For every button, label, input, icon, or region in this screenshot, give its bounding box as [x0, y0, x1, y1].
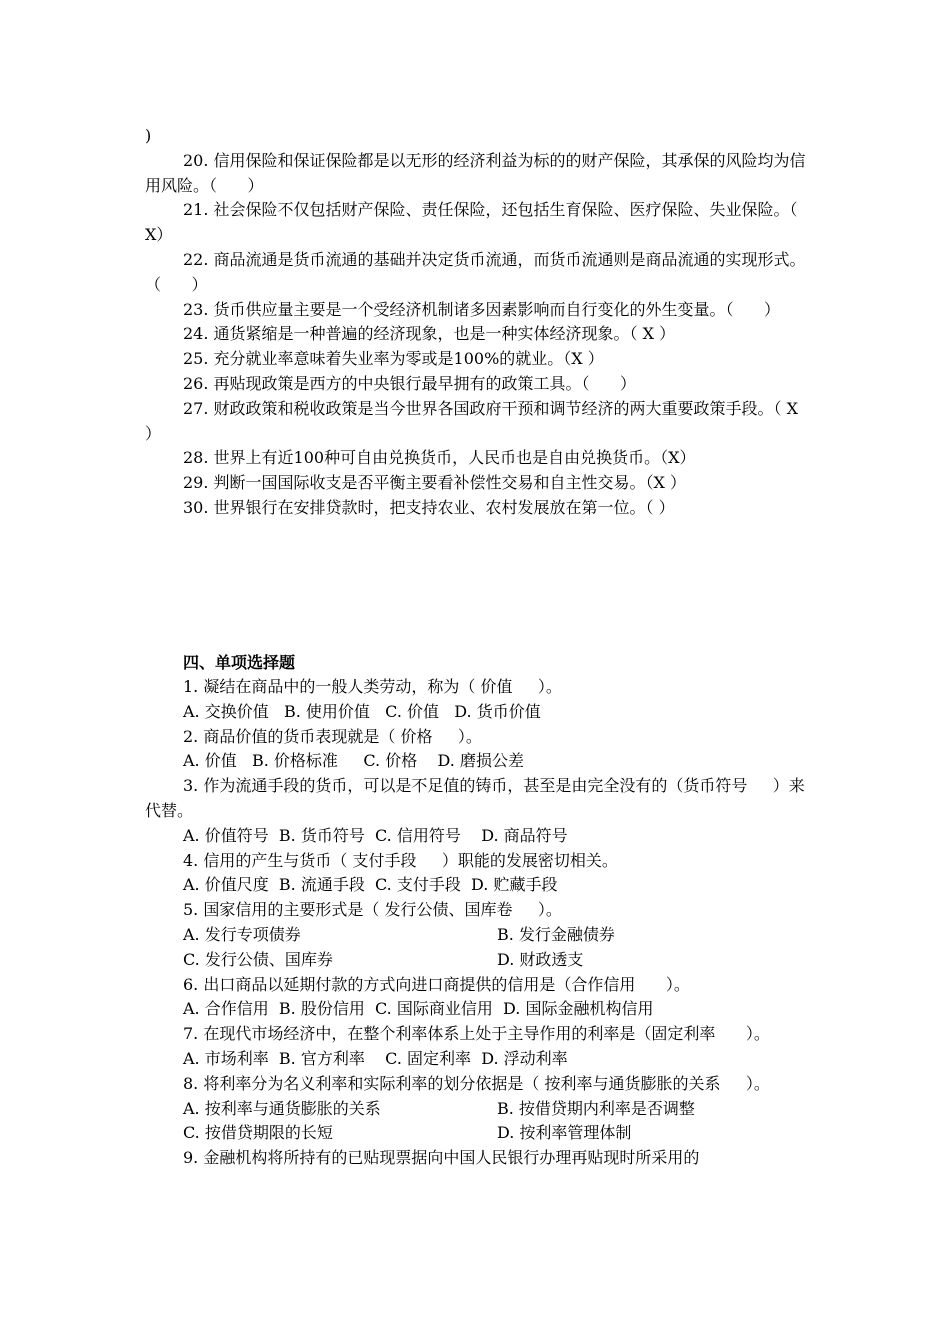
- question-7-options: A. 市场利率 B. 官方利率 C. 固定利率 D. 浮动利率: [183, 1048, 568, 1068]
- question-2: 2. 商品价值的货币表现就是（ 价格 ）。: [183, 726, 482, 746]
- tf-item-23: 23. 货币供应量主要是一个受经济机制诸多因素影响而自行变化的外生变量。（ ）: [183, 299, 781, 319]
- true-false-section: [145, 124, 810, 521]
- question-5: 5. 国家信用的主要形式是（ 发行公债、国库卷 ）。: [183, 900, 562, 920]
- question-2-options: A. 价值 B. 价格标准 C. 价格 D. 磨损公差: [183, 751, 524, 771]
- multiple-choice-section: [145, 675, 810, 1171]
- question-8-options-row-2: [145, 1121, 810, 1146]
- tf-item-22: 22. 商品流通是货币流通的基础并决定货币流通，而货币流通则是商品流通的实现形式。（ ）: [145, 249, 806, 294]
- option-c: C. 发行公债、国库券: [183, 949, 333, 969]
- question-5-options-row-2: [145, 948, 810, 973]
- question-4-options: A. 价值尺度 B. 流通手段 C. 支付手段 D. 贮藏手段: [183, 875, 558, 895]
- question-7: 7. 在现代市场经济中，在整个利率体系上处于主导作用的利率是（固定利率 ）。: [183, 1024, 770, 1044]
- option-d: D. 财政透支: [497, 949, 584, 969]
- tf-item-24: 24. 通货紧缩是一种普遍的经济现象，也是一种实体经济现象。（ X ）: [183, 324, 676, 344]
- question-6: 6. 出口商品以延期付款的方式向进口商提供的信用是（合作信用 ）。: [183, 974, 690, 994]
- question-8: 8. 将利率分为名义利率和实际利率的划分依据是（ 按利率与通货膨胀的关系 ）。: [183, 1073, 770, 1093]
- continuation-text: ): [145, 126, 152, 145]
- question-9: 9. 金融机构将所持有的已贴现票据向中国人民银行办理再贴现时所采用的: [183, 1148, 700, 1168]
- question-1: 1. 凝结在商品中的一般人类劳动，称为（ 价值 ）。: [183, 677, 562, 696]
- option-a: A. 按利率与通货膨胀的关系: [183, 1098, 381, 1118]
- tf-item-30: 30. 世界银行在安排贷款时，把支持农业、农村发展放在第一位。（ ）: [183, 497, 675, 517]
- option-b: B. 发行金融债券: [497, 924, 615, 944]
- question-3-options: A. 价值符号 B. 货币符号 C. 信用符号 D. 商品符号: [183, 825, 568, 845]
- question-8-options-row-1: [145, 1097, 810, 1122]
- tf-item-20: 20. 信用保险和保证保险都是以无形的经济利益为标的的财产保险，其承保的风险均为信用风险。（ ）: [145, 150, 806, 195]
- tf-item-28: 28. 世界上有近100种可自由兑换货币，人民币也是自由兑换货币。（X）: [183, 448, 696, 468]
- question-4: 4. 信用的产生与货币（ 支付手段 ）职能的发展密切相关。: [183, 850, 618, 870]
- tf-item-21: 21. 社会保险不仅包括财产保险、责任保险，还包括生育保险、医疗保险、失业保险。（ X）: [145, 200, 803, 245]
- section-heading: 四、单项选择题: [183, 653, 296, 672]
- question-1-options: A. 交换价值 B. 使用价值 C. 价值 D. 货币价值: [183, 701, 541, 721]
- question-3: 3. 作为流通手段的货币，可以是不足值的铸币，甚至是由完全没有的（货币符号 ）来代替。: [145, 776, 805, 820]
- option-b: B. 按借贷期内利率是否调整: [497, 1098, 695, 1118]
- question-5-options-row-1: [145, 923, 810, 948]
- tf-item-26: 26. 再贴现政策是西方的中央银行最早拥有的政策工具。（ ）: [183, 373, 637, 393]
- tf-item-29: 29. 判断一国国际收支是否平衡主要看补偿性交易和自主性交易。（X ）: [183, 473, 687, 493]
- question-6-options: A. 合作信用 B. 股份信用 C. 国际商业信用 D. 国际金融机构信用: [183, 999, 654, 1019]
- tf-item-25: 25. 充分就业率意味着失业率为零或是100%的就业。（X ）: [183, 349, 604, 369]
- option-d: D. 按利率管理体制: [497, 1123, 632, 1143]
- option-a: A. 发行专项债券: [183, 924, 301, 944]
- tf-item-27: 27. 财政政策和税收政策是当今世界各国政府干预和调节经济的两大重要政策手段。（ X ）: [145, 398, 809, 443]
- option-c: C. 按借贷期限的长短: [183, 1123, 333, 1143]
